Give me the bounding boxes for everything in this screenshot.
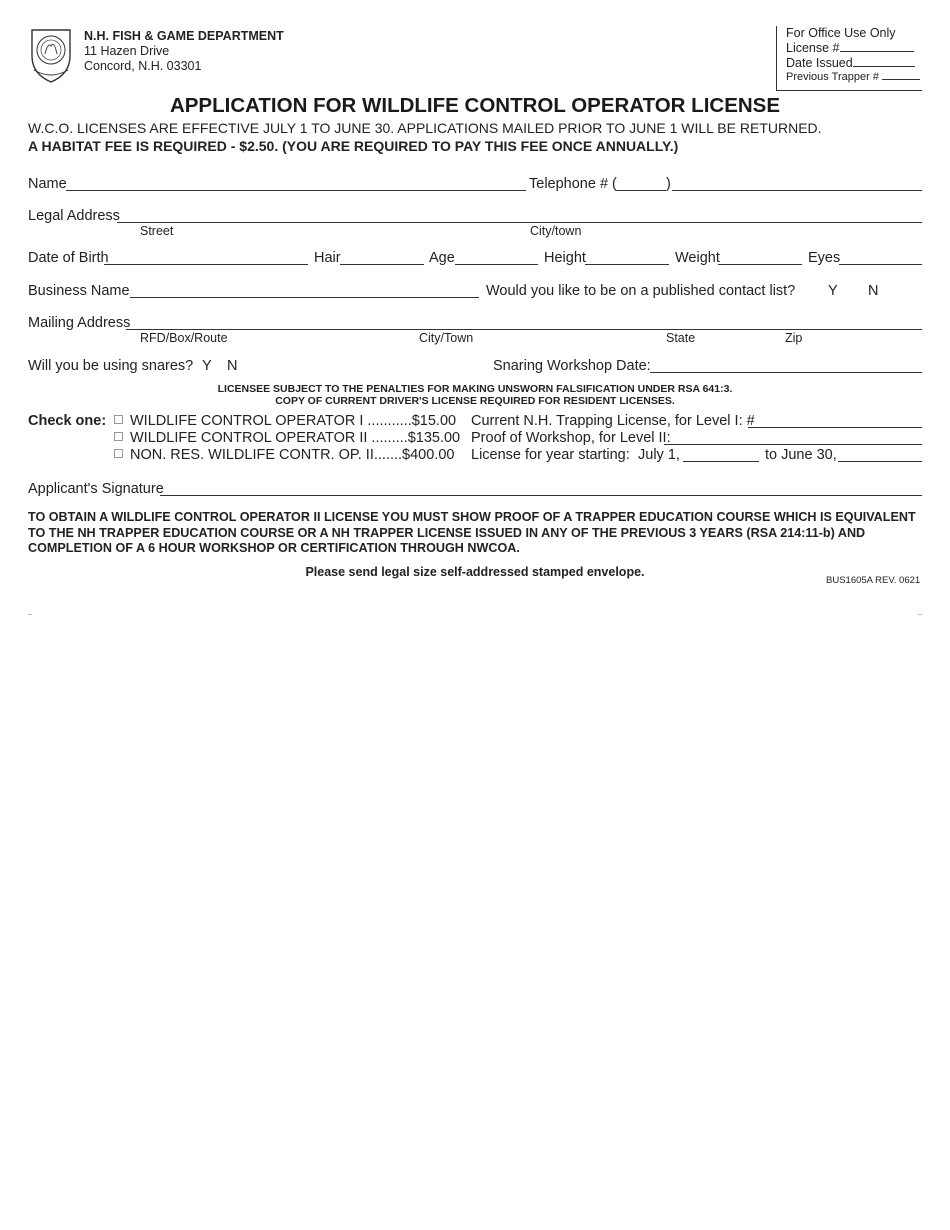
- signature-input-line[interactable]: [160, 495, 922, 496]
- office-use-box: [776, 26, 922, 91]
- level-2-requirements: TO OBTAIN A WILDLIFE CONTROL OPERATOR II LICENSE YOU MUST SHOW PROOF OF A TRAPPER EDUCATION COURSE WHICH IS EQUIVALENT TO THE NH TRAPPER EDUCATION COURSE OR A NH TRAPPER LICENSE ISSUED IN ANY OF THE PREVIOUS 3 YEARS (RSA 214:11-b) AND COMPLETION OF A 6 HOUR WORKSHOP OR CERTIFICATION THROUGH NWCOA.: [28, 510, 916, 555]
- dob-label: Date of Birth: [28, 250, 109, 266]
- checkbox-icon[interactable]: [114, 449, 123, 458]
- mailing-address-input-line[interactable]: [126, 329, 922, 330]
- office-date-issued-label: Date Issued: [786, 56, 915, 70]
- office-use-title: For Office Use Only: [786, 26, 896, 40]
- legal-address-label: Legal Address: [28, 208, 120, 224]
- contact-list-no[interactable]: N: [868, 283, 879, 299]
- age-input-line[interactable]: [455, 264, 538, 265]
- end-year-input-line[interactable]: [838, 461, 922, 462]
- trapping-license-input-line[interactable]: [748, 427, 922, 428]
- corner-mark-right: [918, 614, 922, 615]
- business-name-input-line[interactable]: [130, 297, 479, 298]
- telephone-input-line[interactable]: [672, 190, 922, 191]
- city-town-2-caption: City/Town: [419, 331, 474, 345]
- weight-label: Weight: [675, 250, 720, 266]
- june-label: to June 30,: [765, 447, 837, 463]
- business-name-label: Business Name: [28, 283, 130, 299]
- contact-list-question: Would you like to be on a published contact list?: [486, 283, 796, 299]
- mailing-address-label: Mailing Address: [28, 315, 131, 331]
- form-title: APPLICATION FOR WILDLIFE CONTROL OPERATOR LICENSE: [169, 94, 781, 117]
- contact-list-yes[interactable]: Y: [828, 283, 838, 299]
- office-previous-trapper-label: Previous Trapper #: [786, 71, 920, 83]
- zip-caption: Zip: [785, 331, 803, 345]
- snaring-workshop-input-line[interactable]: [650, 372, 922, 373]
- street-caption: Street: [140, 224, 174, 238]
- form-code: BUS1605A REV. 0621: [826, 575, 921, 586]
- snares-yes[interactable]: Y: [202, 358, 212, 374]
- city-town-caption: City/town: [530, 224, 582, 238]
- address-line-2: Concord, N.H. 03301: [84, 59, 202, 73]
- snares-no[interactable]: N: [227, 358, 238, 374]
- hair-label: Hair: [314, 250, 341, 266]
- state-caption: State: [666, 331, 696, 345]
- height-input-line[interactable]: [585, 264, 669, 265]
- check-one-label: Check one:: [28, 413, 107, 429]
- department-name: N.H. FISH & GAME DEPARTMENT: [84, 29, 284, 43]
- effective-notice: W.C.O. LICENSES ARE EFFECTIVE JULY 1 TO JUNE 30. APPLICATIONS MAILED PRIOR TO JUNE 1 WILL BE RETURNED.: [28, 120, 822, 136]
- envelope-instruction: Please send legal size self-addressed stamped envelope.: [305, 565, 645, 579]
- option-wco-1[interactable]: WILDLIFE CONTROL OPERATOR I ...........$15.00: [114, 413, 456, 429]
- penalty-notice-line-1: LICENSEE SUBJECT TO THE PENALTIES FOR MAKING UNSWORN FALSIFICATION UNDER RSA 641:3.: [217, 383, 733, 395]
- eyes-input-line[interactable]: [839, 264, 922, 265]
- signature-label: Applicant's Signature: [28, 481, 164, 497]
- dob-input-line[interactable]: [104, 264, 308, 265]
- corner-mark-left: [28, 614, 32, 615]
- snares-question: Will you be using snares?: [28, 358, 194, 374]
- name-label: Name: [28, 176, 67, 192]
- weight-input-line[interactable]: [718, 264, 802, 265]
- rfd-caption: RFD/Box/Route: [140, 331, 228, 345]
- eyes-label: Eyes: [808, 250, 841, 266]
- option-nonres-wco-2[interactable]: NON. RES. WILDLIFE CONTR. OP. II.......$400.00: [114, 447, 454, 463]
- department-seal: [28, 26, 74, 84]
- penalty-notice-line-2: COPY OF CURRENT DRIVER'S LICENSE REQUIRED FOR RESIDENT LICENSES.: [275, 395, 675, 407]
- age-label: Age: [429, 250, 455, 266]
- office-license-label: License #: [786, 41, 914, 55]
- checkbox-icon[interactable]: [114, 415, 123, 424]
- habitat-fee-notice: A HABITAT FEE IS REQUIRED - $2.50. (YOU ARE REQUIRED TO PAY THIS FEE ONCE ANNUALLY.): [28, 138, 679, 154]
- snaring-workshop-label: Snaring Workshop Date:: [493, 358, 651, 374]
- address-line-1: 11 Hazen Drive: [84, 44, 170, 58]
- checkbox-icon[interactable]: [114, 432, 123, 441]
- hair-input-line[interactable]: [340, 264, 424, 265]
- license-year-label: License for year starting:: [471, 447, 630, 463]
- telephone-close-paren: ): [666, 176, 671, 192]
- start-year-input-line[interactable]: [683, 461, 759, 462]
- name-input-line[interactable]: [66, 190, 526, 191]
- proof-workshop-label: Proof of Workshop, for Level II:: [471, 430, 671, 446]
- legal-address-input-line[interactable]: [117, 222, 922, 223]
- trapping-license-label: Current N.H. Trapping License, for Level I: #: [471, 413, 755, 429]
- height-label: Height: [544, 250, 586, 266]
- option-wco-2[interactable]: WILDLIFE CONTROL OPERATOR II .........$135.00: [114, 430, 460, 446]
- area-code-input-line[interactable]: [616, 190, 666, 191]
- proof-workshop-input-line[interactable]: [664, 444, 922, 445]
- telephone-label: Telephone # (: [529, 176, 617, 192]
- july-label: July 1,: [638, 447, 680, 463]
